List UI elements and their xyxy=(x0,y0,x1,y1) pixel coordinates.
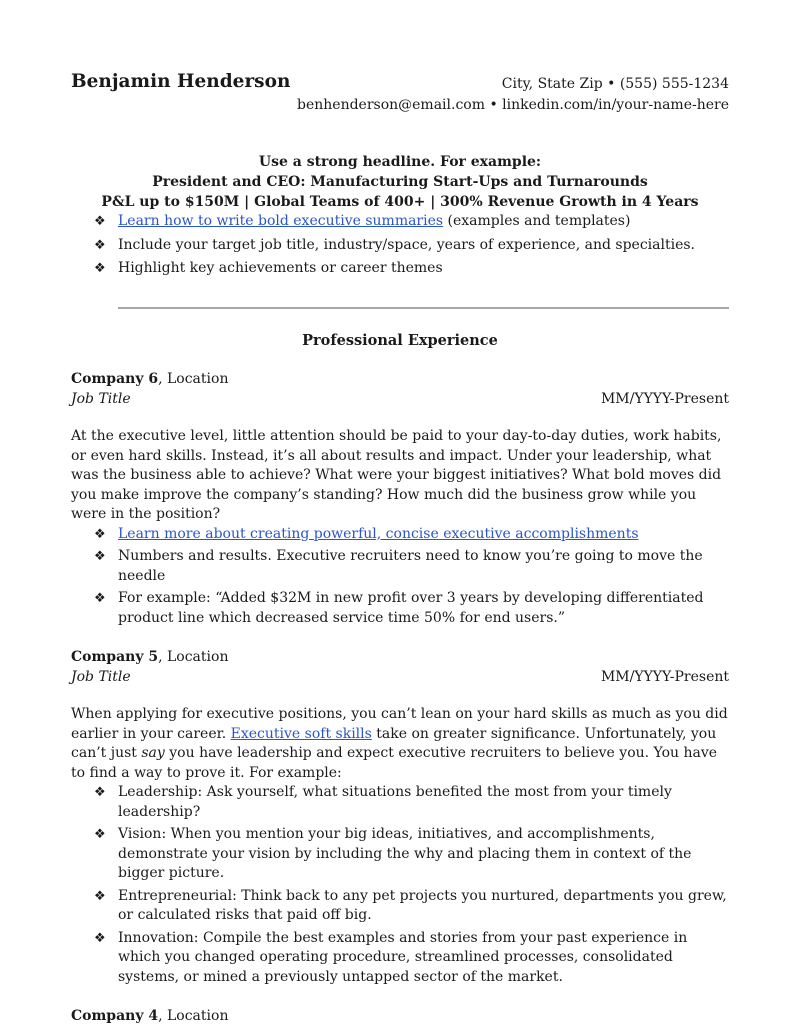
job-bullet-text: Vision: When you mention your big ideas, initiatives, and accomplishments, demonstrate your vision by including the why and placing them in context of the bigger picture. xyxy=(118,826,692,881)
diamond-bullet-icon: ❖ xyxy=(94,261,106,276)
diamond-bullet-icon: ❖ xyxy=(94,888,106,904)
company-location: , Location xyxy=(158,1008,229,1024)
job-entry xyxy=(71,370,729,628)
job-title: Job Title xyxy=(71,668,131,685)
job-bullet xyxy=(71,825,729,884)
section-divider xyxy=(118,307,729,309)
company-location: , Location xyxy=(158,649,229,665)
contact-line-address-phone: City, State Zip • (555) 555-1234 xyxy=(501,76,729,92)
executive-soft-skills-link[interactable]: Executive soft skills xyxy=(230,725,372,742)
job-bullet-text: Entrepreneurial: Think back to any pet projects you nurtured, departments you grew, or calculated risks that paid off big. xyxy=(118,887,727,923)
job-title-row xyxy=(71,390,729,410)
job-description xyxy=(71,705,729,783)
candidate-name: Benjamin Henderson xyxy=(71,71,291,92)
headline-title: President and CEO: Manufacturing Start-Ups and Turnarounds xyxy=(152,174,648,190)
summary-item xyxy=(71,259,729,279)
job-bullet xyxy=(71,589,729,628)
contact-line-email-linkedin: benhenderson@email.com • linkedin.com/in/your-name-here xyxy=(297,97,729,113)
job-bullet xyxy=(71,929,729,988)
summary-list xyxy=(71,212,729,279)
job-description-text: you have leadership and expect executive recruiters to believe you. You have to find a way to prove it. For example: xyxy=(71,745,718,781)
job-description-emphasis: say xyxy=(141,745,165,761)
summary-item xyxy=(71,212,729,232)
company-line xyxy=(71,1007,729,1027)
job-bullet xyxy=(71,525,729,545)
company-name: Company 5 xyxy=(71,649,159,665)
diamond-bullet-icon: ❖ xyxy=(94,591,106,606)
resume-page xyxy=(71,70,729,1027)
company-name: Company 6 xyxy=(71,371,159,387)
headline-block xyxy=(71,152,729,212)
job-description-text: When applying for executive positions, you can’t lean on your hard skills as much as you did earlier in your career. xyxy=(71,706,728,742)
job-dates: MM/YYYY-Present xyxy=(600,668,729,685)
job-bullet-text: Leadership: Ask yourself, what situations benefited the most from your timely leadership? xyxy=(118,784,672,820)
summary-item xyxy=(71,236,729,256)
job-description-text: take on greater significance. Unfortunately, you can’t just xyxy=(71,725,717,761)
job-dates: MM/YYYY-Present xyxy=(600,390,729,407)
job-bullet xyxy=(71,783,729,822)
diamond-bullet-icon: ❖ xyxy=(94,785,106,800)
job-bullets xyxy=(71,783,729,987)
company-name: Company 4 xyxy=(71,1008,159,1024)
job-title: Job Title xyxy=(71,390,131,407)
job-bullet-text: Numbers and results. Executive recruiters need to know you’re going to move the needle xyxy=(118,548,703,584)
executive-accomplishments-link[interactable]: Learn more about creating powerful, concise executive accomplishments xyxy=(118,525,639,542)
company-line xyxy=(71,648,729,668)
diamond-bullet-icon: ❖ xyxy=(94,237,106,253)
job-bullets xyxy=(71,525,729,629)
resume-header xyxy=(71,70,729,120)
headline-intro: Use a strong headline. For example: xyxy=(258,154,542,170)
job-entry xyxy=(71,1007,729,1027)
diamond-bullet-icon: ❖ xyxy=(94,214,106,229)
diamond-bullet-icon: ❖ xyxy=(94,930,106,946)
summary-item-text: Highlight key achievements or career themes xyxy=(118,260,443,276)
job-title-row xyxy=(71,668,729,688)
diamond-bullet-icon: ❖ xyxy=(94,526,106,542)
diamond-bullet-icon: ❖ xyxy=(94,549,106,564)
job-bullet xyxy=(71,887,729,926)
summary-item-text: (examples and templates) xyxy=(443,213,631,229)
company-line xyxy=(71,370,729,390)
company-location: , Location xyxy=(158,371,229,387)
summary-item-text: Include your target job title, industry/space, years of experience, and specialties. xyxy=(118,236,695,253)
headline-metrics: P&L up to $150M | Global Teams of 400+ | 300% Revenue Growth in 4 Years xyxy=(101,194,699,210)
job-bullet-text: For example: “Added $32M in new profit over 3 years by developing differentiated product line which decreased service time 50% for end users.” xyxy=(118,590,704,626)
executive-summaries-link[interactable]: Learn how to write bold executive summaries xyxy=(118,213,444,229)
contact-info xyxy=(297,74,729,116)
job-description: At the executive level, little attention should be paid to your day-to-day duties, work habits, or even hard skills. Instead, it’s all about results and impact. Under your leadership, what was the business able to achieve? What were your biggest initiatives? What bold moves did you make improve the company’s standing? How much did the business grow while you were in the position? xyxy=(71,428,722,522)
job-bullet xyxy=(71,547,729,586)
section-title-experience: Professional Experience xyxy=(302,331,498,349)
diamond-bullet-icon: ❖ xyxy=(94,827,106,842)
job-bullet-text: Innovation: Compile the best examples and stories from your past experience in which you changed operating procedure, streamlined processes, consolidated systems, or mined a previously untapped sector of the market. xyxy=(118,929,688,985)
job-entry xyxy=(71,648,729,987)
